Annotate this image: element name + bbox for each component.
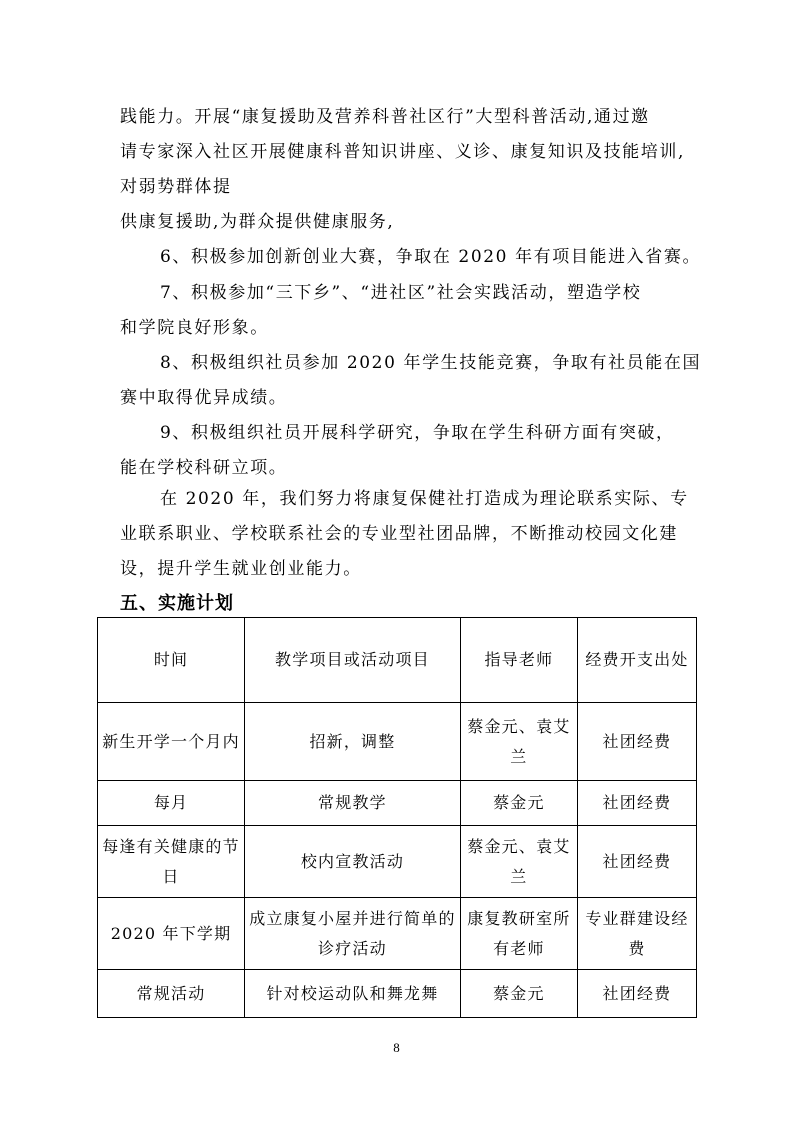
section-heading: 五、实施计划 xyxy=(120,593,234,614)
table-cell: 蔡金元 xyxy=(460,970,577,1018)
text-line: 践能力。开展“康复援助及营养科普社区行”大型科普活动,通过邀 xyxy=(120,107,650,127)
table-row xyxy=(98,781,697,826)
table-row xyxy=(98,703,697,781)
text-line: 业联系职业、学校联系社会的专业型社团品牌，不断推动校园文化建 xyxy=(120,524,678,544)
header-cell-project: 教学项目或活动项目 xyxy=(245,618,461,703)
table-cell: 常规教学 xyxy=(245,781,461,826)
paragraph-summary xyxy=(120,482,689,587)
table-cell: 招新，调整 xyxy=(245,703,461,781)
table-cell: 社团经费 xyxy=(577,970,696,1018)
table-cell: 常规活动 xyxy=(98,970,245,1018)
paragraph-item-6 xyxy=(120,240,702,275)
text-line: 在 2020 年，我们努力将康复保健社打造成为理论联系实际、专 xyxy=(160,489,689,509)
text-line: 6、积极参加创新创业大赛，争取在 2020 年有项目能进入省赛。 xyxy=(160,247,702,267)
text-line: 供康复援助,为群众提供健康服务, xyxy=(120,212,395,232)
text-line: 和学院良好形象。 xyxy=(120,318,269,338)
text-line: 能在学校科研立项。 xyxy=(120,458,288,478)
table-row xyxy=(98,826,697,898)
text-line: 8、积极组织社员参加 2020 年学生技能竞赛，争取有社员能在国 xyxy=(160,353,702,373)
header-cell-teacher: 指导老师 xyxy=(460,618,577,703)
implementation-plan-table xyxy=(97,617,697,1018)
table-cell: 社团经费 xyxy=(577,826,696,898)
table-cell: 针对校运动队和舞龙舞 xyxy=(245,970,461,1018)
table-cell: 康复教研室所有老师 xyxy=(460,898,577,970)
text-line: 9、积极组织社员开展科学研究，争取在学生科研方面有突破， xyxy=(160,423,675,443)
text-line: 7、积极参加“三下乡”、“进社区”社会实践活动，塑造学校 xyxy=(160,283,642,303)
header-cell-funding: 经费开支出处 xyxy=(577,618,696,703)
table-row xyxy=(98,898,697,970)
text-line: 设，提升学生就业创业能力。 xyxy=(120,559,362,579)
table-cell: 校内宣教活动 xyxy=(245,826,461,898)
table-cell: 2020 年下学期 xyxy=(98,898,245,970)
table-cell: 社团经费 xyxy=(577,781,696,826)
table-cell: 蔡金元、袁艾兰 xyxy=(460,826,577,898)
table-header-row xyxy=(98,618,697,703)
page-number: 8 xyxy=(393,1040,400,1055)
table-cell: 成立康复小屋并进行简单的诊疗活动 xyxy=(245,898,461,970)
table-cell: 专业群建设经费 xyxy=(577,898,696,970)
table-cell: 新生开学一个月内 xyxy=(98,703,245,781)
paragraph-community-outreach xyxy=(120,100,686,240)
paragraph-item-8 xyxy=(120,346,702,416)
paragraph-item-7 xyxy=(120,276,680,346)
table-cell: 每逢有关健康的节日 xyxy=(98,826,245,898)
table-cell: 蔡金元 xyxy=(460,781,577,826)
paragraph-item-9 xyxy=(120,416,680,486)
table-cell: 每月 xyxy=(98,781,245,826)
table-row xyxy=(98,970,697,1018)
header-cell-time: 时间 xyxy=(98,618,245,703)
table-cell: 社团经费 xyxy=(577,703,696,781)
text-line: 对弱势群体提 xyxy=(120,177,232,197)
table-cell: 蔡金元、袁艾兰 xyxy=(460,703,577,781)
text-line: 请专家深入社区开展健康科普知识讲座、义诊、康复知识及技能培训, xyxy=(120,142,686,162)
text-line: 赛中取得优异成绩。 xyxy=(120,388,288,408)
